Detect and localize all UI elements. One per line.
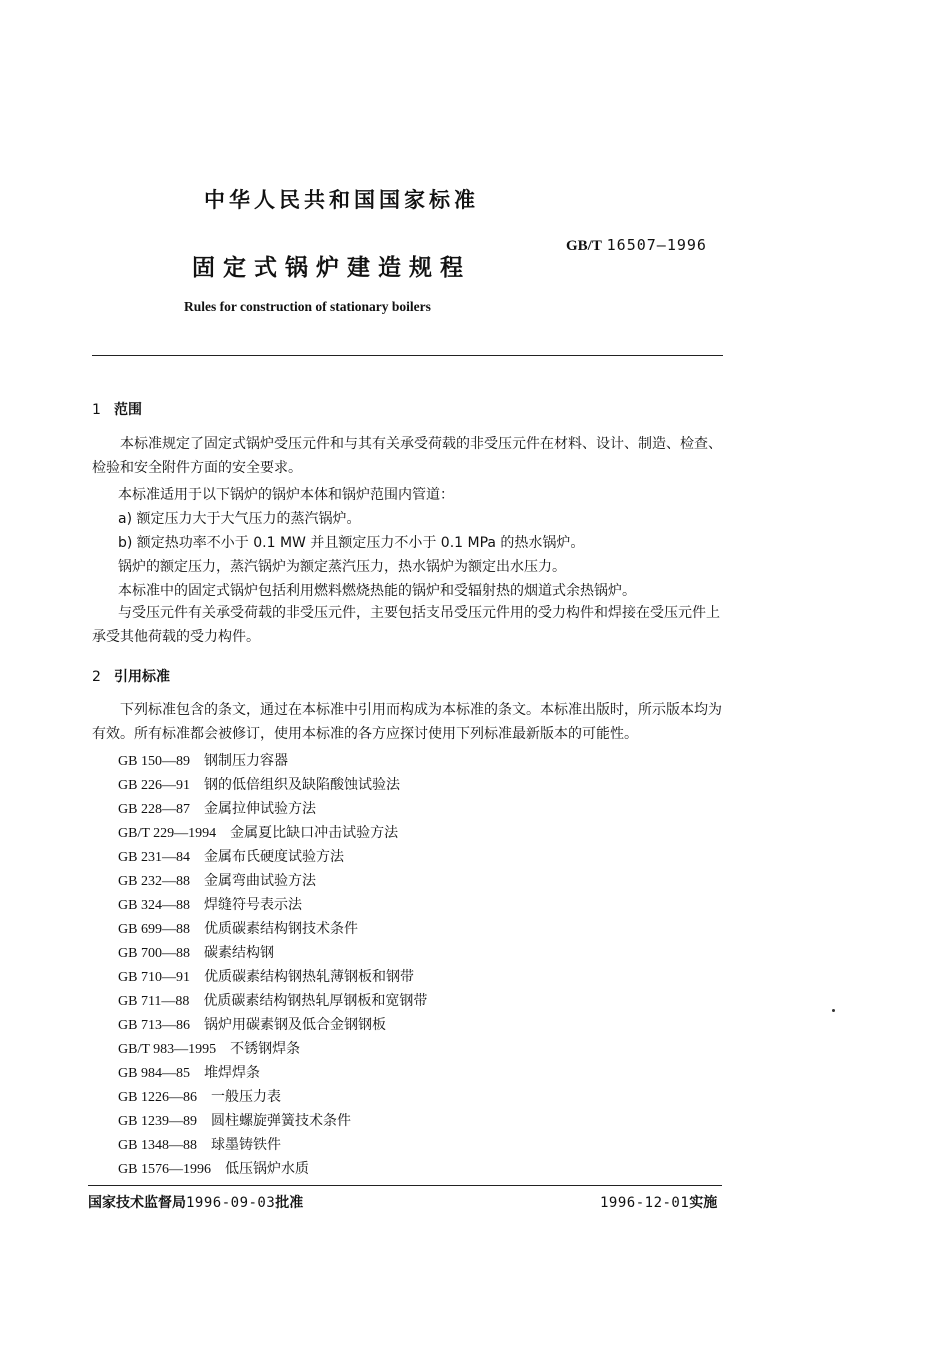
section-1-item-a: a) 额定压力大于大气压力的蒸汽锅炉。 bbox=[118, 511, 361, 527]
reference-code: GB 713—86 bbox=[118, 1018, 190, 1033]
section-1-paragraph-5: 与受压元件有关承受荷载的非受压元件，主要包括支吊受压元件用的受力构件和焊接在受压元件上承受其他荷载的受力构件。 bbox=[92, 605, 720, 645]
reference-item bbox=[118, 1110, 351, 1130]
reference-item bbox=[118, 894, 302, 914]
section-2-paragraph-1: 下列标准包含的条文，通过在本标准中引用而构成为本标准的条文。本标准出版时，所示版本均为有效。所有标准都会被修订，使用本标准的各方应探讨使用下列标准最新版本的可能性。 bbox=[92, 702, 722, 742]
approval-org: 国家技术监督局 bbox=[88, 1195, 186, 1211]
reference-code: GB 226—91 bbox=[118, 778, 190, 793]
reference-code: GB 984—85 bbox=[118, 1066, 190, 1081]
section-1-paragraph-2: 本标准适用于以下锅炉的锅炉本体和锅炉范围内管道： bbox=[118, 487, 454, 503]
reference-name: 球墨铸铁件 bbox=[210, 1137, 281, 1153]
reference-item bbox=[118, 966, 414, 986]
reference-code: GB 700—88 bbox=[118, 946, 190, 961]
document-title-cn: 固定式锅炉建造规程 bbox=[192, 255, 471, 281]
scan-speck bbox=[832, 1009, 835, 1012]
reference-item bbox=[118, 774, 400, 794]
reference-code: GB 231—84 bbox=[118, 850, 190, 865]
reference-name: 优质碳素结构钢技术条件 bbox=[203, 921, 358, 937]
reference-item bbox=[118, 846, 344, 866]
footer-divider bbox=[88, 1185, 722, 1186]
reference-item bbox=[118, 1062, 260, 1082]
reference-code: GB 228—87 bbox=[118, 802, 190, 817]
standard-code-prefix: GB/T bbox=[566, 238, 602, 254]
reference-name: 碳素结构钢 bbox=[203, 945, 274, 961]
reference-name: 锅炉用碳素钢及低合金钢钢板 bbox=[203, 1017, 386, 1033]
national-standard-heading: 中华人民共和国国家标准 bbox=[204, 188, 479, 212]
reference-name: 优质碳素结构钢热轧薄钢板和钢带 bbox=[203, 969, 414, 985]
reference-code: GB 710—91 bbox=[118, 970, 190, 985]
reference-code: GB/T 983—1995 bbox=[118, 1042, 217, 1057]
reference-item bbox=[118, 870, 316, 890]
section-1-paragraph-3: 锅炉的额定压力，蒸汽锅炉为额定蒸汽压力，热水锅炉为额定出水压力。 bbox=[118, 559, 566, 575]
reference-code: GB 1226—86 bbox=[118, 1090, 197, 1105]
reference-item bbox=[118, 942, 274, 962]
reference-item bbox=[118, 798, 316, 818]
section-1-title: 范围 bbox=[114, 402, 142, 418]
implementation-date: 1996-12-01 bbox=[600, 1195, 690, 1211]
reference-name: 钢制压力容器 bbox=[203, 753, 288, 769]
section-1-paragraph-1: 本标准规定了固定式锅炉受压元件和与其有关承受荷载的非受压元件在材料、设计、制造、检查、检验和安全附件方面的安全要求。 bbox=[92, 436, 722, 476]
implementation-suffix: 实施 bbox=[689, 1195, 718, 1211]
reference-code: GB 1239—89 bbox=[118, 1114, 197, 1129]
reference-code: GB 1348—88 bbox=[118, 1138, 197, 1153]
reference-name: 金属布氏硬度试验方法 bbox=[203, 849, 344, 865]
reference-code: GB 150—89 bbox=[118, 754, 190, 769]
reference-item bbox=[118, 1038, 300, 1058]
section-1-item-b: b) 额定热功率不小于 0.1 MW 并且额定压力不小于 0.1 MPa 的热水锅炉。 bbox=[118, 535, 585, 551]
section-1-paragraph-4: 本标准中的固定式锅炉包括利用燃料燃烧热能的锅炉和受辐射热的烟道式余热锅炉。 bbox=[118, 583, 636, 599]
reference-item bbox=[118, 918, 358, 938]
implementation-line bbox=[600, 1192, 717, 1212]
approval-suffix: 批准 bbox=[275, 1195, 304, 1211]
reference-item bbox=[118, 990, 427, 1010]
reference-code: GB 232—88 bbox=[118, 874, 190, 889]
reference-name: 圆柱螺旋弹簧技术条件 bbox=[210, 1113, 351, 1129]
section-1-number: 1 bbox=[92, 402, 101, 418]
reference-code: GB 1576—1996 bbox=[118, 1162, 211, 1177]
reference-name: 一般压力表 bbox=[210, 1089, 281, 1105]
reference-name: 焊缝符号表示法 bbox=[203, 897, 302, 913]
reference-code: GB 711—88 bbox=[118, 994, 190, 1009]
reference-name: 钢的低倍组织及缺陷酸蚀试验法 bbox=[203, 777, 400, 793]
reference-item bbox=[118, 1014, 386, 1034]
reference-name: 金属夏比缺口冲击试验方法 bbox=[230, 825, 399, 841]
section-2-title: 引用标准 bbox=[114, 669, 170, 685]
reference-code: GB 699—88 bbox=[118, 922, 190, 937]
approval-date: 1996-09-03 bbox=[186, 1195, 276, 1211]
reference-code: GB 324—88 bbox=[118, 898, 190, 913]
reference-name: 不锈钢焊条 bbox=[230, 1041, 301, 1057]
standard-code-number: 16507—1996 bbox=[606, 236, 707, 254]
reference-name: 金属拉伸试验方法 bbox=[203, 801, 316, 817]
section-2-number: 2 bbox=[92, 669, 101, 685]
reference-item bbox=[118, 1158, 309, 1178]
reference-item bbox=[118, 750, 288, 770]
section-2-heading bbox=[92, 666, 170, 686]
reference-name: 优质碳素结构钢热轧厚钢板和宽钢带 bbox=[203, 993, 428, 1009]
reference-code: GB/T 229—1994 bbox=[118, 826, 217, 841]
reference-name: 金属弯曲试验方法 bbox=[203, 873, 316, 889]
section-1-heading bbox=[92, 399, 142, 419]
document-title-en: Rules for construction of stationary boilers bbox=[184, 299, 431, 314]
standard-code bbox=[566, 236, 707, 255]
reference-name: 堆焊焊条 bbox=[203, 1065, 260, 1081]
reference-item bbox=[118, 1086, 281, 1106]
reference-item bbox=[118, 1134, 281, 1154]
header-divider bbox=[92, 355, 723, 356]
reference-name: 低压锅炉水质 bbox=[224, 1161, 309, 1177]
approval-line bbox=[88, 1192, 303, 1212]
reference-item bbox=[118, 822, 398, 842]
